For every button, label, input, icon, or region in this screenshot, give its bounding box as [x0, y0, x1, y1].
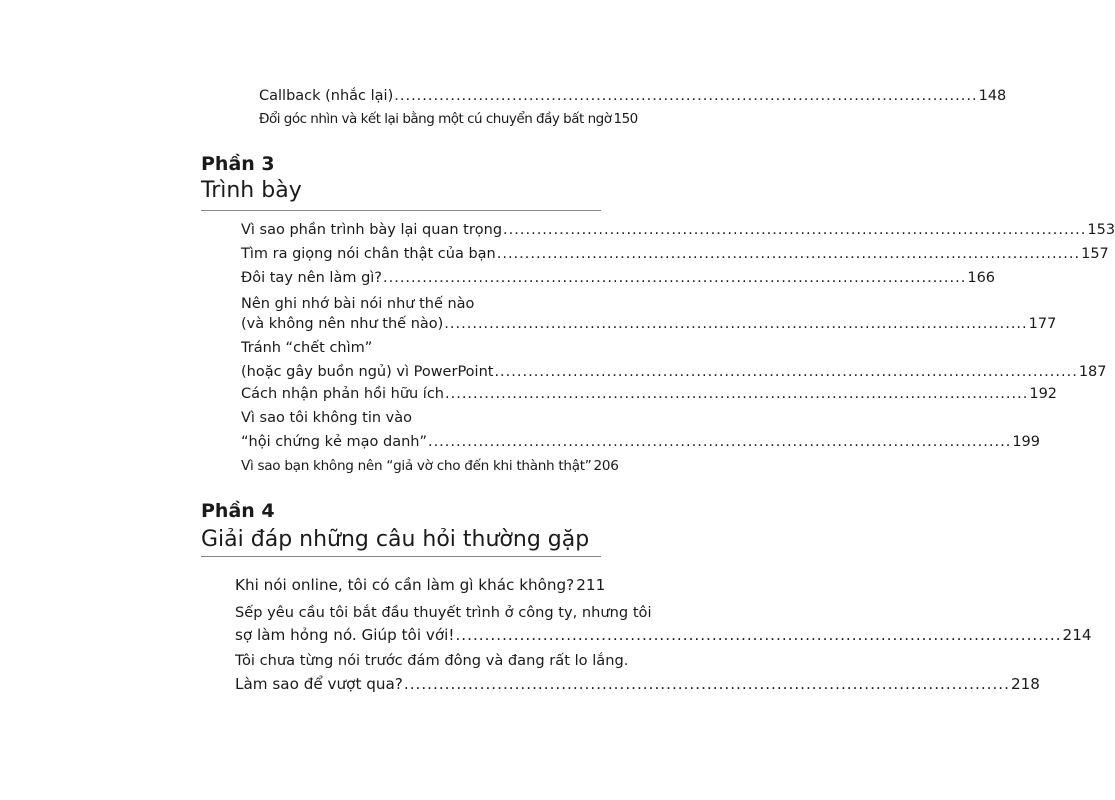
entry-title: Làm sao để vượt qua?: [235, 675, 403, 693]
toc-entry: [259, 111, 638, 127]
toc-entry: [235, 626, 1092, 644]
entry-page: 177: [1028, 316, 1057, 332]
part-label: Phần 3: [201, 153, 275, 175]
entry-page: 166: [967, 270, 996, 286]
entry-title: sợ làm hỏng nó. Giúp tôi với!: [235, 626, 455, 644]
dot-leader: ........................................................................................................: [383, 270, 967, 286]
entry-title-line1: Sếp yêu cầu tôi bắt đầu thuyết trình ở công ty, nhưng tôi: [235, 604, 652, 621]
dot-leader: ........................................................................................................: [445, 386, 1029, 402]
entry-title: Tìm ra giọng nói chân thật của bạn: [241, 246, 496, 262]
entry-page: 148: [978, 88, 1007, 104]
toc-entry: [241, 316, 1057, 332]
dot-leader: ........................................................................................................: [494, 364, 1078, 380]
section-divider: [201, 556, 601, 557]
entry-page: 218: [1010, 675, 1040, 693]
entry-title-line1: Nên ghi nhớ bài nói như thế nào: [241, 296, 475, 312]
dot-leader: ........................................................................................................: [403, 675, 1010, 693]
toc-entry: [235, 675, 1040, 693]
toc-entry: [259, 88, 1007, 104]
entry-page: 157: [1081, 246, 1109, 262]
entry-title: Vì sao bạn không nên “giả vờ cho đến khi thành thật”: [241, 458, 592, 474]
entry-page: 187: [1078, 364, 1107, 380]
entry-title: Callback (nhắc lại): [259, 88, 394, 104]
dot-leader: ........................................................................................................: [427, 434, 1012, 450]
entry-title: (và không nên như thế nào): [241, 316, 444, 332]
toc-entry: [235, 576, 606, 594]
entry-title: Khi nói online, tôi có cần làm gì khác không?: [235, 576, 575, 594]
dot-leader: ........................................................................................................: [496, 246, 1081, 262]
entry-page: 199: [1012, 434, 1041, 450]
entry-page: 192: [1029, 386, 1058, 402]
entry-title-line1: Tránh “chết chìm”: [241, 340, 373, 356]
part-label: Phần 4: [201, 500, 275, 522]
dot-leader: ........................................................................................................: [455, 626, 1062, 644]
entry-title: Đôi tay nên làm gì?: [241, 270, 382, 286]
entry-title: Đổi góc nhìn và kết lại bằng một cú chuyển đầy bất ngờ: [259, 111, 612, 127]
dot-leader: ........................................................................................................: [503, 222, 1087, 238]
dot-leader: ........................................................................................................: [394, 88, 978, 104]
toc-entry: [241, 458, 619, 474]
entry-page: 150: [613, 111, 638, 127]
entry-title: Vì sao phần trình bày lại quan trọng: [241, 222, 503, 238]
entry-page: 214: [1062, 626, 1092, 644]
entry-title-line1: Vì sao tôi không tin vào: [241, 410, 412, 426]
entry-page: 153: [1087, 222, 1115, 238]
toc-entry: [241, 246, 1109, 262]
part-title: Giải đáp những câu hỏi thường gặp: [201, 527, 590, 552]
dot-leader: ........................................................................................................: [444, 316, 1028, 332]
part-title: Trình bày: [201, 178, 302, 203]
section-divider: [201, 210, 601, 211]
toc-entry: [241, 386, 1058, 402]
toc-entry: [241, 434, 1041, 450]
toc-entry: [241, 364, 1107, 380]
entry-page: 211: [576, 576, 606, 594]
entry-title: Cách nhận phản hồi hữu ích: [241, 386, 444, 402]
toc-entry: [241, 270, 996, 286]
entry-title: (hoặc gây buồn ngủ) vì PowerPoint: [241, 364, 494, 380]
toc-entry: [241, 222, 1115, 238]
entry-page: 206: [593, 458, 619, 474]
entry-title-line1: Tôi chưa từng nói trước đám đông và đang rất lo lắng.: [235, 652, 629, 669]
entry-title: “hội chứng kẻ mạo danh”: [241, 434, 427, 450]
